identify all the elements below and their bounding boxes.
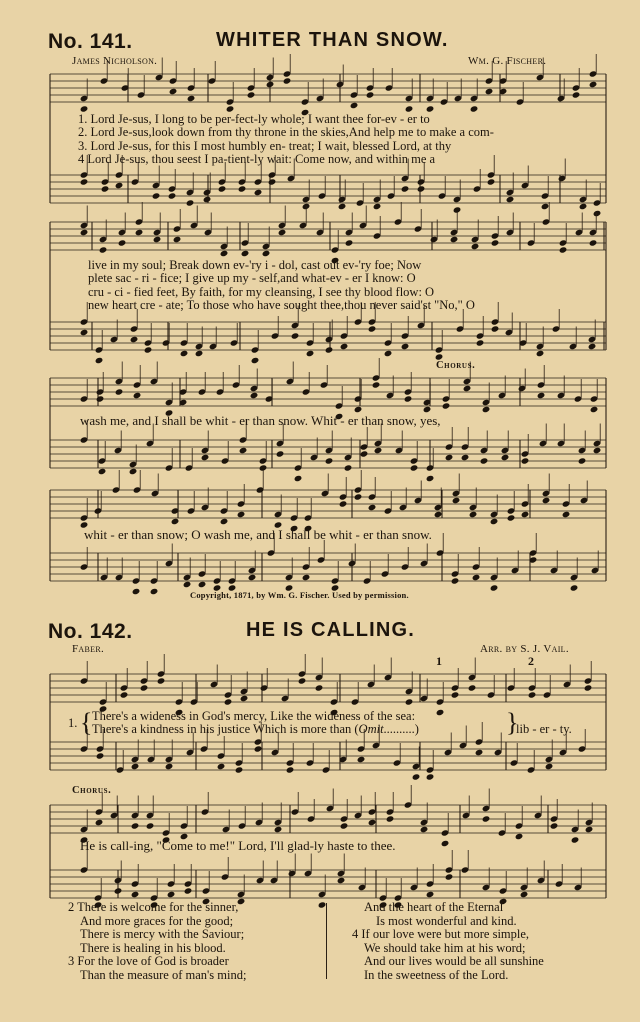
verse-line: new heart cre - ate; To those who have sought thee,thou never said'st "No," O [88,298,475,313]
omit-dots: ..........) [383,722,419,736]
h141-system3-treble [50,358,606,420]
verse-line: We should take him at his word; [364,940,526,955]
verse-number: 1. [68,716,78,730]
verses-left-column [68,901,246,983]
chorus-lyric-line2: whit - er than snow; O wash me, and I shall be whit - er than snow. [84,527,432,542]
hymn-title-142: HE IS CALLING. [246,619,416,641]
hymn-title: WHITER THAN SNOW. [216,29,449,51]
brace-open: { [80,708,93,737]
verse1-line1: There's a wideness in God's mercy, Like the wideness of the sea: [92,709,416,723]
verse-line: 3 For the love of God is broader [68,954,229,969]
h141-system4-treble [50,470,606,532]
verse1-line2-text: There's a kindness in his justice Which is more than ( [92,722,359,736]
verse-line: In the sweetness of the Lord. [364,967,509,982]
verse-line: 4 If our love were but more simple, [352,927,530,942]
system2-lyrics [88,259,475,313]
chorus-lyric-142: He is call-ing, "Come to me!" Lord, I'll glad-ly haste to thee. [80,838,396,853]
verse-line: 1. Lord Je-sus, I long to be per-fect-ly whole; I want thee for-ev - er to [78,112,430,126]
h142-system1-treble [50,654,606,716]
arranger-credit: Arr. by S. J. Vail. [480,643,569,655]
verse-line: 3. Lord Je-sus, for this I most humbly en- treat; I wait, blessed Lord, at thy [78,138,452,153]
verse-line: Than the measure of man's mind; [80,967,247,982]
omit-mark: Omit [358,722,384,736]
hymn-number-142: No. 142. [48,620,133,643]
h141-system2-treble [50,202,606,264]
chorus-label-142: Chorus. [72,785,112,796]
hymn-number: No. 141. [48,30,133,53]
verse1-ending: lib - er - ty. [516,722,572,736]
verse-line: 2. Lord Je-sus,look down from thy throne in the skies,And help me to make a com- [78,125,494,140]
words-credit: James Nicholson. [72,55,158,67]
verse-line: And the heart of the Eternal [364,900,504,914]
verse-line: And our lives would be all sunshine [364,954,544,969]
verse-line: Is most wonderful and kind. [376,913,517,928]
column-divider [326,903,327,979]
system1-lyrics [78,113,494,167]
chorus-lyric-line1: wash me, and I shall be whit - er than snow. Whit - er than snow, yes, [80,413,441,428]
chorus-label: Chorus. [436,360,476,371]
verse-line: And more graces for the good; [80,913,234,928]
brace-close: } [506,708,519,737]
h141-system3-bass [50,420,606,482]
verse-line: There is mercy with the Saviour; [80,927,245,942]
verse-line: 4 Lord Je-sus, thou seest I pa-tient-ly wait: Come now, and within me a [78,152,436,167]
copyright-notice: Copyright, 1871, by Wm. G. Fischer. Used by permission. [190,590,409,600]
second-ending-label: 2 [528,654,534,668]
h141-system1-treble [50,54,606,116]
verse-line: plete sac - ri - fice; I give up my - self,and what-ev - er I know: O [88,271,416,286]
verse-line: live in my soul; Break down ev-'ry i - dol, cast out ev-'ry foe; Now [88,258,422,272]
verse-line: cru - ci - fied feet, By faith, for my cleansing, I see thy blood flow: O [88,284,435,299]
verses-right-column [352,901,544,983]
verse-line: 2 There is welcome for the sinner, [68,900,239,914]
verse1-line2 [92,723,419,737]
words-credit-142: Faber. [72,643,105,655]
verse-line: There is healing in his blood. [80,940,226,955]
first-ending-label: 1 [436,654,442,668]
music-credit: Wm. G. Fischer. [468,55,547,67]
